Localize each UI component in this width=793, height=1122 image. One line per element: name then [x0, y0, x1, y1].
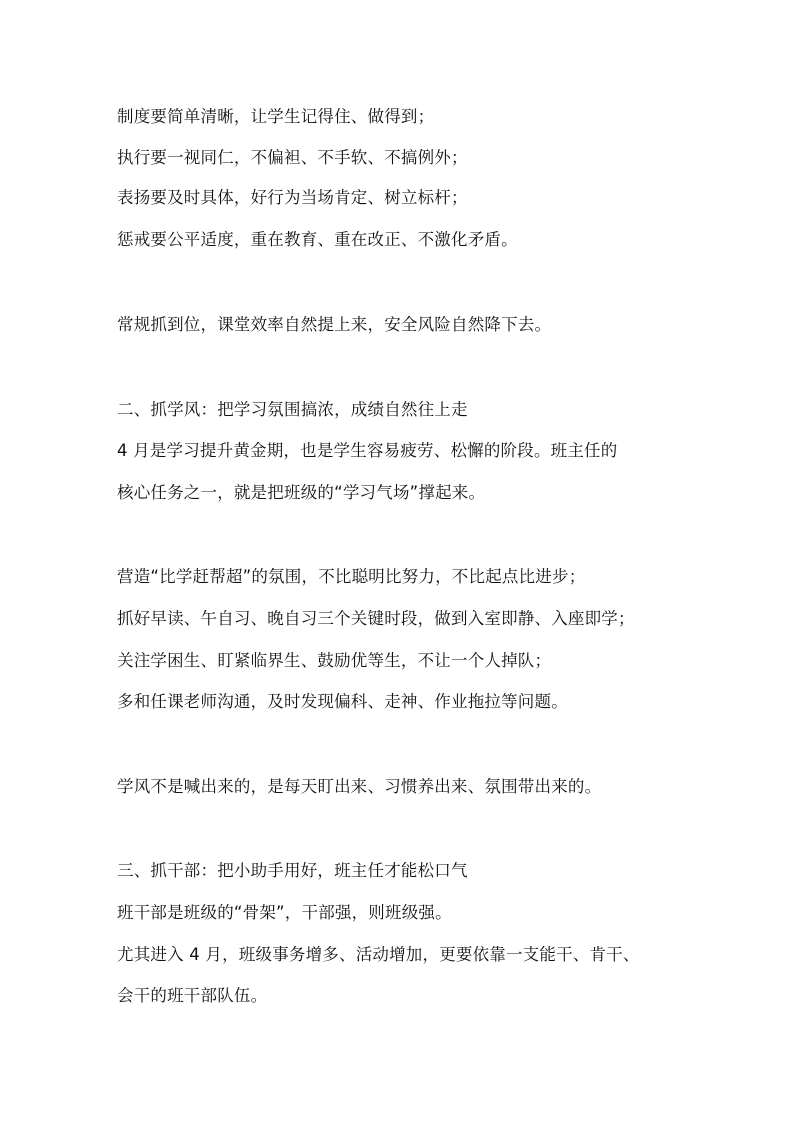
section-heading: 三、抓干部：把小助手用好，班主任才能松口气 [117, 861, 468, 880]
paragraph-line: 会干的班干部队伍。 [117, 986, 268, 1005]
paragraph-line: 核心任务之一，就是把班级的“学习气场”撑起来。 [117, 483, 486, 502]
paragraph-line: 常规抓到位，课堂效率自然提上来，安全风险自然降下去。 [117, 315, 552, 334]
section-heading: 二、抓学风：把学习氛围搞浓，成绩自然往上走 [117, 400, 468, 419]
paragraph-line: 制度要简单清晰，让学生记得住、做得到； [117, 107, 435, 126]
paragraph-line: 营造“比学赶帮超”的氛围，不比聪明比努力，不比起点比进步； [117, 567, 586, 586]
paragraph-line: 尤其进入 4 月，班级事务增多、活动增加，更要依靠一支能干、肯干、 [117, 945, 640, 964]
paragraph-line: 学风不是喊出来的，是每天盯出来、习惯养出来、氛围带出来的。 [117, 777, 602, 796]
paragraph-line: 惩戒要公平适度，重在教育、重在改正、不激化矛盾。 [117, 230, 518, 249]
paragraph-line: 多和任课老师沟通，及时发现偏科、走神、作业拖拉等问题。 [117, 692, 568, 711]
paragraph-line: 班干部是班级的“骨架”，干部强，则班级强。 [117, 903, 452, 922]
paragraph-line: 抓好早读、午自习、晚自习三个关键时段，做到入室即静、入座即学； [117, 609, 635, 628]
paragraph-line: 执行要一视同仁，不偏袒、不手软、不搞例外； [117, 148, 468, 167]
paragraph-line: 4 月是学习提升黄金期，也是学生容易疲劳、松懈的阶段。班主任的 [117, 441, 618, 460]
paragraph-line: 表扬要及时具体，好行为当场肯定、树立标杆； [117, 188, 468, 207]
paragraph-line: 关注学困生、盯紧临界生、鼓励优等生，不让一个人掉队； [117, 651, 552, 670]
